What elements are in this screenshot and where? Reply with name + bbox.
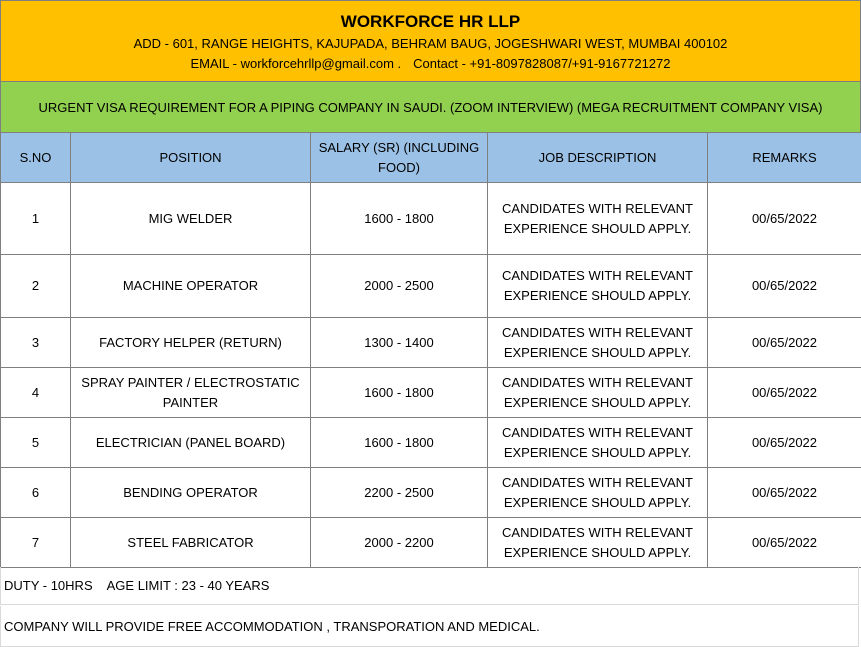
table-row (1, 418, 861, 468)
cell-sno: 6 (1, 468, 71, 518)
cell-salary: 1600 - 1800 (311, 368, 488, 418)
company-name: WORKFORCE HR LLP (340, 12, 521, 31)
cell-position: STEEL FABRICATOR (71, 518, 311, 568)
cell-sno: 7 (1, 518, 71, 568)
cell-description: CANDIDATES WITH RELEVANT EXPERIENCE SHOULD APPLY. (488, 255, 708, 318)
cell-position: MIG WELDER (71, 183, 311, 255)
cell-position: SPRAY PAINTER / ELECTROSTATIC PAINTER (71, 368, 311, 418)
cell-sno: 4 (1, 368, 71, 418)
cell-description: CANDIDATES WITH RELEVANT EXPERIENCE SHOULD APPLY. (488, 518, 708, 568)
cell-salary: 1300 - 1400 (311, 318, 488, 368)
col-header-sno: S.NO (1, 133, 71, 183)
cell-remarks: 00/65/2022 (708, 183, 861, 255)
benefits-note: COMPANY WILL PROVIDE FREE ACCOMMODATION , TRANSPORATION AND MEDICAL. (0, 606, 859, 647)
table-row (1, 368, 861, 418)
contact-line (1, 54, 860, 74)
cell-salary: 2200 - 2500 (311, 468, 488, 518)
cell-position: BENDING OPERATOR (71, 468, 311, 518)
cell-description: CANDIDATES WITH RELEVANT EXPERIENCE SHOULD APPLY. (488, 468, 708, 518)
cell-remarks: 00/65/2022 (708, 255, 861, 318)
cell-salary: 2000 - 2200 (311, 518, 488, 568)
cell-position: FACTORY HELPER (RETURN) (71, 318, 311, 368)
cell-remarks: 00/65/2022 (708, 468, 861, 518)
company-header (0, 0, 861, 81)
cell-salary: 2000 - 2500 (311, 255, 488, 318)
table-row (1, 255, 861, 318)
cell-description: CANDIDATES WITH RELEVANT EXPERIENCE SHOULD APPLY. (488, 368, 708, 418)
cell-remarks: 00/65/2022 (708, 518, 861, 568)
cell-sno: 2 (1, 255, 71, 318)
table-row (1, 183, 861, 255)
cell-position: MACHINE OPERATOR (71, 255, 311, 318)
cell-salary: 1600 - 1800 (311, 183, 488, 255)
table-row (1, 468, 861, 518)
email-text: EMAIL - workforcehrllp@gmail.com . (190, 56, 402, 71)
cell-remarks: 00/65/2022 (708, 418, 861, 468)
cell-salary: 1600 - 1800 (311, 418, 488, 468)
duty-row (0, 567, 859, 605)
table-row (1, 518, 861, 568)
cell-position: ELECTRICIAN (PANEL BOARD) (71, 418, 311, 468)
cell-remarks: 00/65/2022 (708, 318, 861, 368)
col-header-description: JOB DESCRIPTION (488, 133, 708, 183)
company-address: ADD - 601, RANGE HEIGHTS, KAJUPADA, BEHRAM BAUG, JOGESHWARI WEST, MUMBAI 400102 (133, 36, 728, 51)
jobs-table (0, 132, 861, 568)
col-header-salary: SALARY (SR) (INCLUDING FOOD) (311, 133, 488, 183)
cell-sno: 3 (1, 318, 71, 368)
cell-description: CANDIDATES WITH RELEVANT EXPERIENCE SHOULD APPLY. (488, 183, 708, 255)
cell-description: CANDIDATES WITH RELEVANT EXPERIENCE SHOULD APPLY. (488, 318, 708, 368)
age-limit: AGE LIMIT : 23 - 40 YEARS (106, 578, 270, 593)
cell-sno: 1 (1, 183, 71, 255)
contact-text: Contact - +91-8097828087/+91-9167721272 (413, 56, 671, 71)
duty-hours: DUTY - 10HRS (4, 578, 93, 593)
col-header-position: POSITION (71, 133, 311, 183)
cell-remarks: 00/65/2022 (708, 368, 861, 418)
table-row (1, 318, 861, 368)
table-header-row (1, 133, 861, 183)
cell-description: CANDIDATES WITH RELEVANT EXPERIENCE SHOULD APPLY. (488, 418, 708, 468)
col-header-remarks: REMARKS (708, 133, 861, 183)
cell-sno: 5 (1, 418, 71, 468)
requirement-banner: URGENT VISA REQUIREMENT FOR A PIPING COMPANY IN SAUDI. (ZOOM INTERVIEW) (MEGA RECRUITMENT COMPANY VISA) (0, 81, 861, 133)
